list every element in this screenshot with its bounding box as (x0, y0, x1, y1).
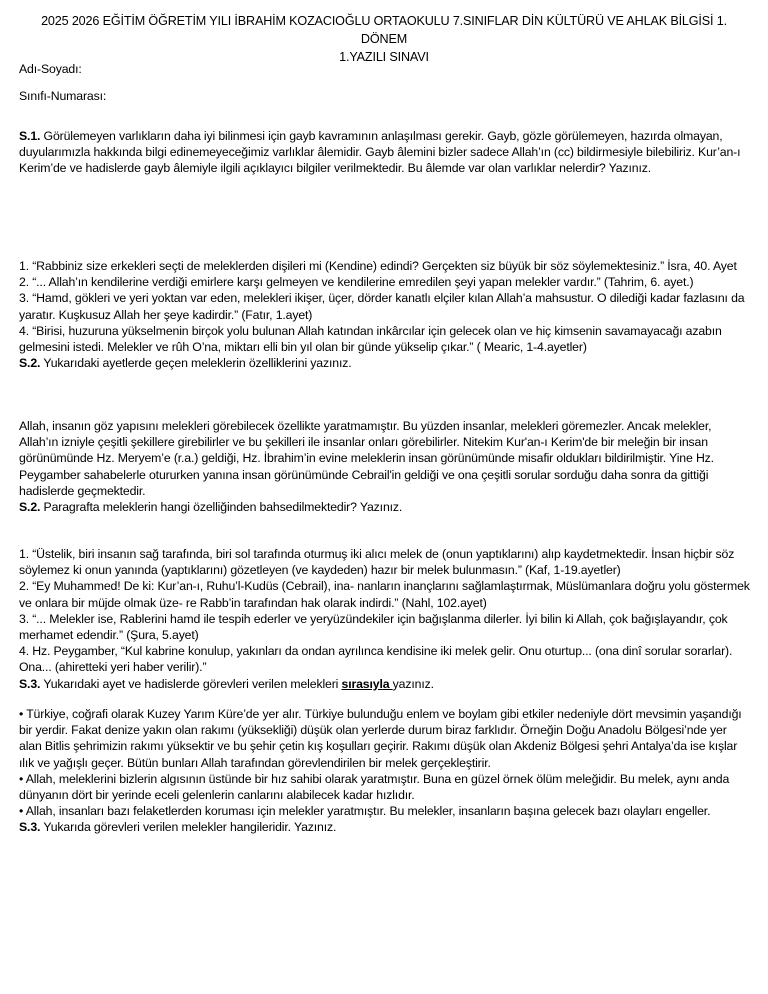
student-name-label: Adı-Soyadı: (19, 62, 82, 76)
question-3a-text-end: yazınız. (392, 676, 434, 691)
question-2b-text: Paragrafta meleklerin hangi özelliğinden bahsedilmektedir? Yazınız. (40, 500, 403, 515)
verse-item: 3. “... Melekler ise, Rablerini hamd ile tespih ederler ve yeryüzündekiler için bağışlanma dilerler. İyi bilin ki Allah, çok bağışlayandır, çok merhamet edendir.” (Şura, 5.ayet) (19, 611, 728, 643)
question-1-label: S.1. (19, 129, 41, 143)
student-class-label: Sınıfı-Numarası: (19, 89, 107, 103)
question-3a-emphasis: sırasıyla (341, 676, 393, 691)
question-3a-text: Yukarıdaki ayet ve hadislerde görevleri verilen melekleri (40, 676, 342, 691)
question-3b-label: S.3. (19, 820, 41, 835)
verse-item: 1. “Üstelik, biri insanın sağ tarafında, biri sol tarafında oturmuş iki alıcı melek de (onun yaptıklarını) alıp kaydetmektedir. İnsan hiçbir söz söylemez ki onun yanında (yaptıklarını) gözetleyen (ve kaydeden) hazır bir melek bulunmasın.” (Kaf, 1-19.ayetler) (19, 547, 735, 578)
question-3b-text: Yukarıda görevleri verilen melekler hangileridir. Yazınız. (40, 820, 337, 835)
verse-item: 2. “Ey Muhammed! De ki: Kur’an-ı, Ruhu’l-Kudüs (Cebrail), ina- nanların inançlarını sağlamlaştırmak, Müslümanlara doğru yolu göstermek ve onlara bir müjde olmak üze- re Rabb’in tarafından hak olarak indirdi.” (Nahl, 102.ayet) (19, 579, 750, 610)
verse-item: 2. “... Allah’ın kendilerine verdiği emirlere karşı gelmeyen ve kendilerine emredilen şeyi yapan melekler vardır.” (Tahrim, 6. ayet.) (19, 275, 694, 290)
question-2b-paragraph: Allah, insanın göz yapısını melekleri görebilecek özellikte yaratmamıştır. Bu yüzden insanlar, melekleri göremezler. Ancak melekler, Allah’ın izniyle çeşitli şekillere girebilirler ve bu şekilleri ile insanlar onları görebilirler. Nitekim Kur'an-ı Kerim'de bir meleğin bir insan görünümünde Hz. Meryem’e (r.a.) geldiği, Hz. İbrahim’in evine meleklerin insan görünümünde misafir oldukları bildirilmiştir. Yine Hz. Peygamber sahabelerle otururken yanına insan görünümünde Cebrail'in geldiği ve ona çeşitli sorular sorduğu daha sonra da gittiği hadislerde geçmektedir. (19, 419, 714, 498)
question-3a-label: S.3. (19, 676, 41, 691)
title-line-1: 2025 2026 EĞİTİM ÖĞRETİM YILI İBRAHİM KOZACIOĞLU ORTAOKULU 7.SINIFLAR DİN KÜLTÜRÜ VE AHLAK BİLGİSİ 1. DÖNEM (41, 14, 727, 46)
title-line-2: 1.YAZILI SINAVI (339, 50, 429, 64)
verse-item: 4. Hz. Peygamber, “Kul kabrine konulup, yakınları da ondan ayrılınca kendisine iki melek gelir. Onu oturtup... (ona dinî sorular sorarlar). Ona... (ahiretteki yeri haber verilir).” (19, 644, 733, 675)
bullet-item: • Allah, insanları bazı felaketlerden koruması için melekler yaratmıştır. Bu melekler, insanların başına gelecek bazı olayları engeller. (19, 804, 711, 819)
bullet-item: • Allah, meleklerini bizlerin algısının üstünde bir hız sahibi olarak yaratmıştır. Buna en güzel örnek ölüm meleğidir. Bu melek, aynı anda dünyanın dört bir yerinde eceli gelenlerin canlarını alabilecek kadar hızlıdır. (19, 771, 730, 803)
exam-title (20, 12, 748, 66)
verse-item: 4. “Birisi, huzuruna yükselmenin birçok yolu bulunan Allah katından inkârcılar için gelecek olan ve hiç kimsenin savamayacağı azabın gelmesini istedi. Melekler ve rûh O’na, miktarı elli bin yıl olan bir günde yükselip çıkar.” ( Mearic, 1-4.ayetler) (19, 323, 722, 355)
question-1 (19, 128, 751, 177)
bullet-item: • Türkiye, coğrafi olarak Kuzey Yarım Küre’de yer alır. Türkiye bulunduğu enlem ve boylam gibi etkiler nedeniyle dört mevsimin yaşandığı bir yerdir. Fakat denize yakın olan rakımı (yüksekliği) düşük olan yerlerde durum biraz farklıdır. Örneğin Doğu Anadolu Bölgesi’nde yer alan Bitlis şehrimizin rakımı yüksektir ve bu şehir çetin kış koşulları geçirir. Rakımı düşük olan Akdeniz Bölgesi şehri Antalya’da ise kışlar ılık ve yağışlı geçer. Bütün bunları Allah tarafından görevlendirilen bir melek gerçekleştirir. (19, 707, 742, 770)
question-3b (19, 706, 751, 836)
verse-item: 3. “Hamd, gökleri ve yeri yoktan var eden, melekleri ikişer, üçer, dörder kanatlı elçiler kılan Allah’a mahsustur. O dilediği kadar fazlasını da yaratır. Kuşkusuz Allah her şeye kadirdir.” (Fatır, 1.ayet) (19, 291, 745, 322)
question-2b (19, 418, 751, 515)
question-2a (19, 258, 751, 371)
question-2b-label: S.2. (19, 500, 41, 515)
question-2a-text: Yukarıdaki ayetlerde geçen meleklerin özelliklerini yazınız. (40, 356, 352, 371)
question-1-text: Görülemeyen varlıkların daha iyi bilinmesi için gayb kavramının anlaşılması gerekir. Gayb, gözle görülemeyen, hazırda olmayan, duyularımızla hakkında bilgi edinemeyeceğimiz varlıklar âlemidir. Gayb âlemini bizler sadece Allah’ın (cc) bildirmesiyle bilebiliriz. Kur’an-ı Kerim’de ve hadislerde gayb âlemiyle ilgili açıklayıcı bilgiler verilmektedir. Bu âlemde var olan varlıklar nelerdir? Yazınız. (19, 129, 741, 176)
question-2a-label: S.2. (19, 356, 41, 371)
verse-item: 1. “Rabbiniz size erkekleri seçti de meleklerden dişileri mi (Kendine) edindi? Gerçekten siz büyük bir söz söylemektesiniz.” İsra, 40. Ayet (19, 259, 737, 273)
question-3a (19, 546, 751, 692)
